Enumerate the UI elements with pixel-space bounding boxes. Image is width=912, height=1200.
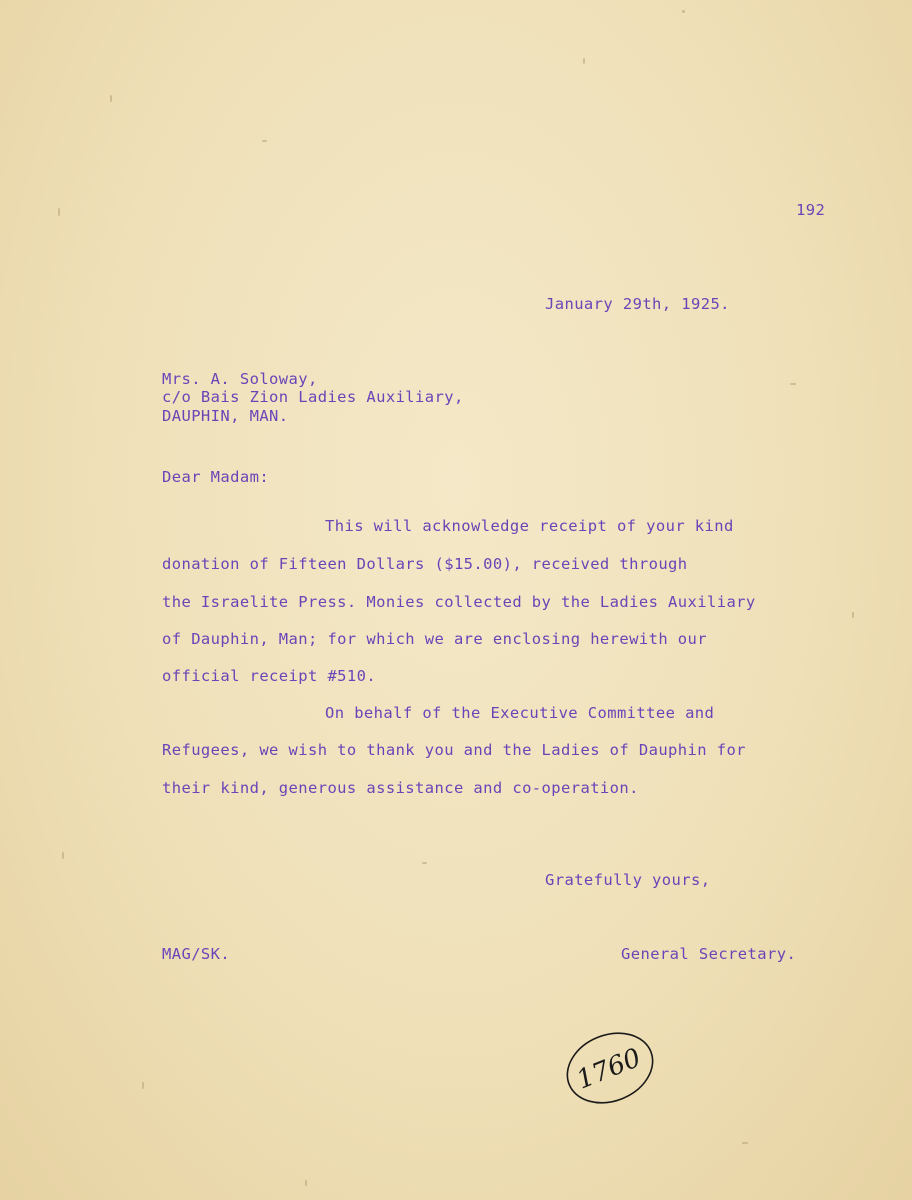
body-line: This will acknowledge receipt of your kind (325, 517, 734, 535)
body-line: the Israelite Press. Monies collected by the Ladies Auxiliary (162, 593, 756, 611)
paper-speck (62, 852, 64, 859)
recipient-location: DAUPHIN, MAN. (162, 407, 289, 425)
signature-title: General Secretary. (621, 945, 797, 963)
paper-speck (110, 95, 112, 102)
paper-speck (682, 10, 685, 13)
typist-initials: MAG/SK. (162, 945, 231, 963)
paper-speck (790, 383, 796, 385)
letter-date: January 29th, 1925. (545, 295, 730, 313)
paper-speck (262, 140, 267, 142)
body-line: Refugees, we wish to thank you and the Ladies of Dauphin for (162, 741, 746, 759)
salutation: Dear Madam: (162, 468, 270, 486)
body-line: On behalf of the Executive Committee and (325, 704, 715, 722)
paper-speck (305, 1180, 307, 1186)
body-line: official receipt #510. (162, 667, 377, 685)
body-line: their kind, generous assistance and co-operation. (162, 779, 639, 797)
closing: Gratefully yours, (545, 871, 711, 889)
paper-speck (422, 862, 427, 864)
recipient-name: Mrs. A. Soloway, (162, 370, 318, 388)
handwritten-number-text: 1760 (572, 1042, 646, 1096)
body-line: donation of Fifteen Dollars ($15.00), received through (162, 555, 688, 573)
paper-speck (142, 1082, 144, 1089)
body-line: of Dauphin, Man; for which we are enclosing herewith our (162, 630, 707, 648)
paper-speck (852, 612, 854, 618)
paper-speck (583, 58, 585, 64)
page-number: 192 (796, 201, 826, 219)
paper-speck (58, 208, 60, 216)
recipient-organization: c/o Bais Zion Ladies Auxiliary, (162, 388, 464, 406)
handwritten-circled-number (560, 1022, 660, 1112)
paper-speck (742, 1142, 748, 1144)
